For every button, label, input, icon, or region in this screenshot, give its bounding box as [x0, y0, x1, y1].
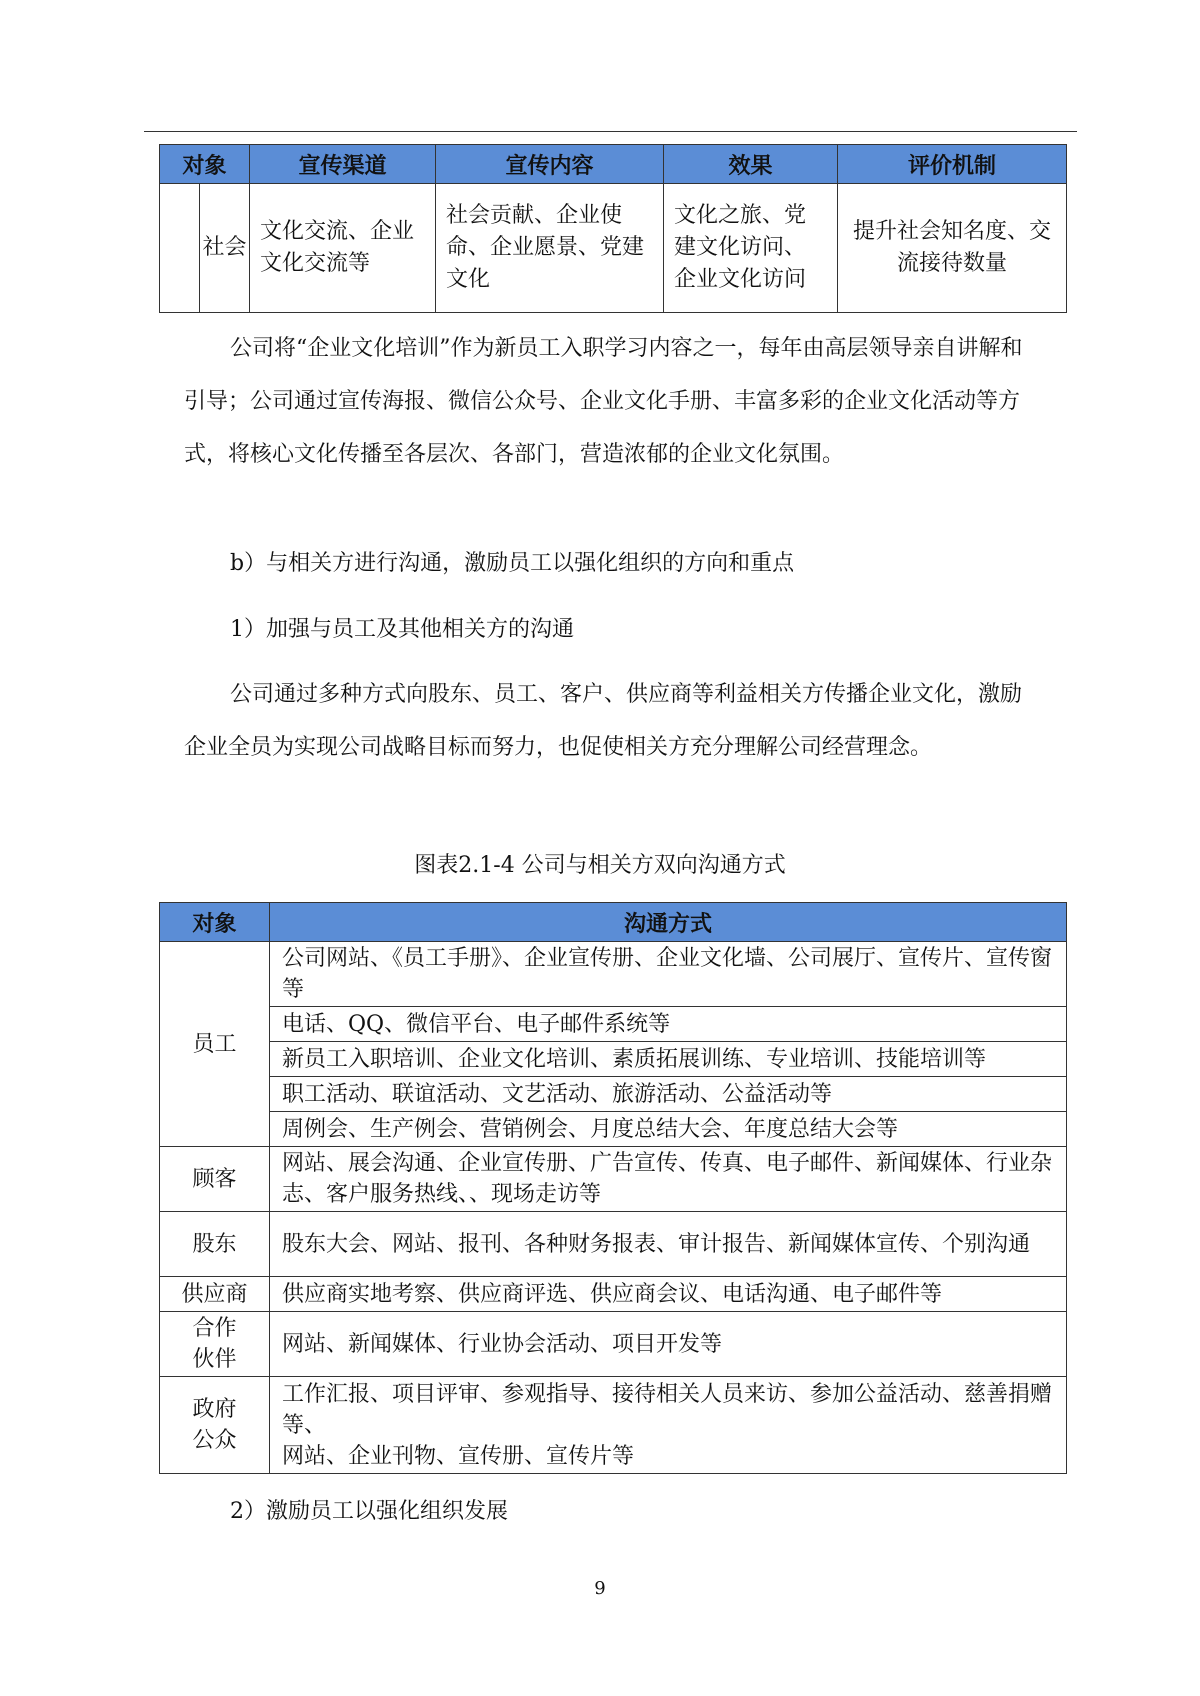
- header-effect: 效果: [664, 145, 838, 184]
- header-object: 对象: [160, 903, 270, 942]
- partner-methods: 网站、新闻媒体、行业协会活动、项目开发等: [270, 1312, 1067, 1377]
- table-row: [160, 1077, 1067, 1112]
- table-row: [160, 1277, 1067, 1312]
- table-row: [160, 1042, 1067, 1077]
- header-methods: 沟通方式: [270, 903, 1067, 942]
- government-method-1: 工作汇报、项目评审、参观指导、接待相关人员来访、参加公益活动、慈善捐赠等、: [282, 1381, 1053, 1438]
- object-customer: 顾客: [160, 1147, 270, 1212]
- header-evaluation: 评价机制: [838, 145, 1067, 184]
- evaluation-cell: 提升社会知名度、交流接待数量: [838, 184, 1067, 313]
- employee-method-5: 周例会、生产例会、营销例会、月度总结大会、年度总结大会等: [270, 1112, 1067, 1147]
- object-shareholder: 股东: [160, 1212, 270, 1277]
- table-caption: 图表2.1-4 公司与相关方双向沟通方式: [414, 853, 786, 878]
- header-channel: 宣传渠道: [250, 145, 436, 184]
- section-heading-b: b）与相关方进行沟通，激励员工以强化组织的方向和重点: [230, 551, 795, 576]
- government-method-2: 网站、企业刊物、宣传册、宣传片等: [282, 1443, 635, 1469]
- header-content: 宣传内容: [436, 145, 664, 184]
- table-row: [160, 1212, 1067, 1277]
- object-cell: 社会: [200, 184, 250, 313]
- communication-table: [159, 902, 1067, 1474]
- publicity-table: [159, 144, 1067, 313]
- publicity-table-header: [160, 145, 1067, 184]
- table-row: [160, 1377, 1067, 1474]
- table-row: [160, 184, 1067, 313]
- table-row: [160, 1147, 1067, 1212]
- supplier-methods: 供应商实地考察、供应商评选、供应商会议、电话沟通、电子邮件等: [270, 1277, 1067, 1312]
- employee-method-1: 公司网站、《员工手册》、企业宣传册、企业文化墙、公司展厅、宣传片、宣传窗等: [270, 942, 1067, 1007]
- communication-table-header: [160, 903, 1067, 942]
- blank-cell: [160, 184, 200, 313]
- table-row: [160, 1007, 1067, 1042]
- header-object: 对象: [160, 145, 250, 184]
- channel-cell: 文化交流、企业文化交流等: [250, 184, 436, 313]
- effect-cell: 文化之旅、党建文化访问、企业文化访问: [664, 184, 838, 313]
- object-government: 政府公众: [160, 1377, 270, 1474]
- table-row: [160, 942, 1067, 1007]
- employee-method-3: 新员工入职培训、企业文化培训、素质拓展训练、专业培训、技能培训等: [270, 1042, 1067, 1077]
- customer-methods: 网站、展会沟通、企业宣传册、广告宣传、传真、电子邮件、新闻媒体、行业杂志、客户服务热线、、现场走访等: [270, 1147, 1067, 1212]
- paragraph-stakeholder-communication: 公司通过多种方式向股东、员工、客户、供应商等利益相关方传播企业文化，激励企业全员为实现公司战略目标而努力，也促使相关方充分理解公司经营理念。: [184, 682, 1023, 760]
- employee-method-4: 职工活动、联谊活动、文艺活动、旅游活动、公益活动等: [270, 1077, 1067, 1112]
- government-methods: [270, 1377, 1067, 1474]
- shareholder-methods: 股东大会、网站、报刊、各种财务报表、审计报告、新闻媒体宣传、个别沟通: [270, 1212, 1067, 1277]
- subheading-1: 1）加强与员工及其他相关方的沟通: [230, 617, 574, 642]
- page-number: 9: [594, 1578, 606, 1599]
- table-row: [160, 1112, 1067, 1147]
- subheading-2: 2）激励员工以强化组织发展: [230, 1499, 508, 1524]
- object-supplier: 供应商: [160, 1277, 270, 1312]
- object-partner: 合作伙伴: [160, 1312, 270, 1377]
- employee-method-2: 电话、QQ、微信平台、电子邮件系统等: [270, 1007, 1067, 1042]
- object-employee: 员工: [160, 942, 270, 1147]
- paragraph-culture-training: 公司将“企业文化培训”作为新员工入职学习内容之一，每年由高层领导亲自讲解和引导；公司通过宣传海报、微信公众号、企业文化手册、丰富多彩的企业文化活动等方式，将核心文化传播至各层次、各部门，营造浓郁的企业文化氛围。: [184, 336, 1023, 467]
- header-rule: [144, 131, 1077, 132]
- content-cell: 社会贡献、企业使命、企业愿景、党建文化: [436, 184, 664, 313]
- table-row: [160, 1312, 1067, 1377]
